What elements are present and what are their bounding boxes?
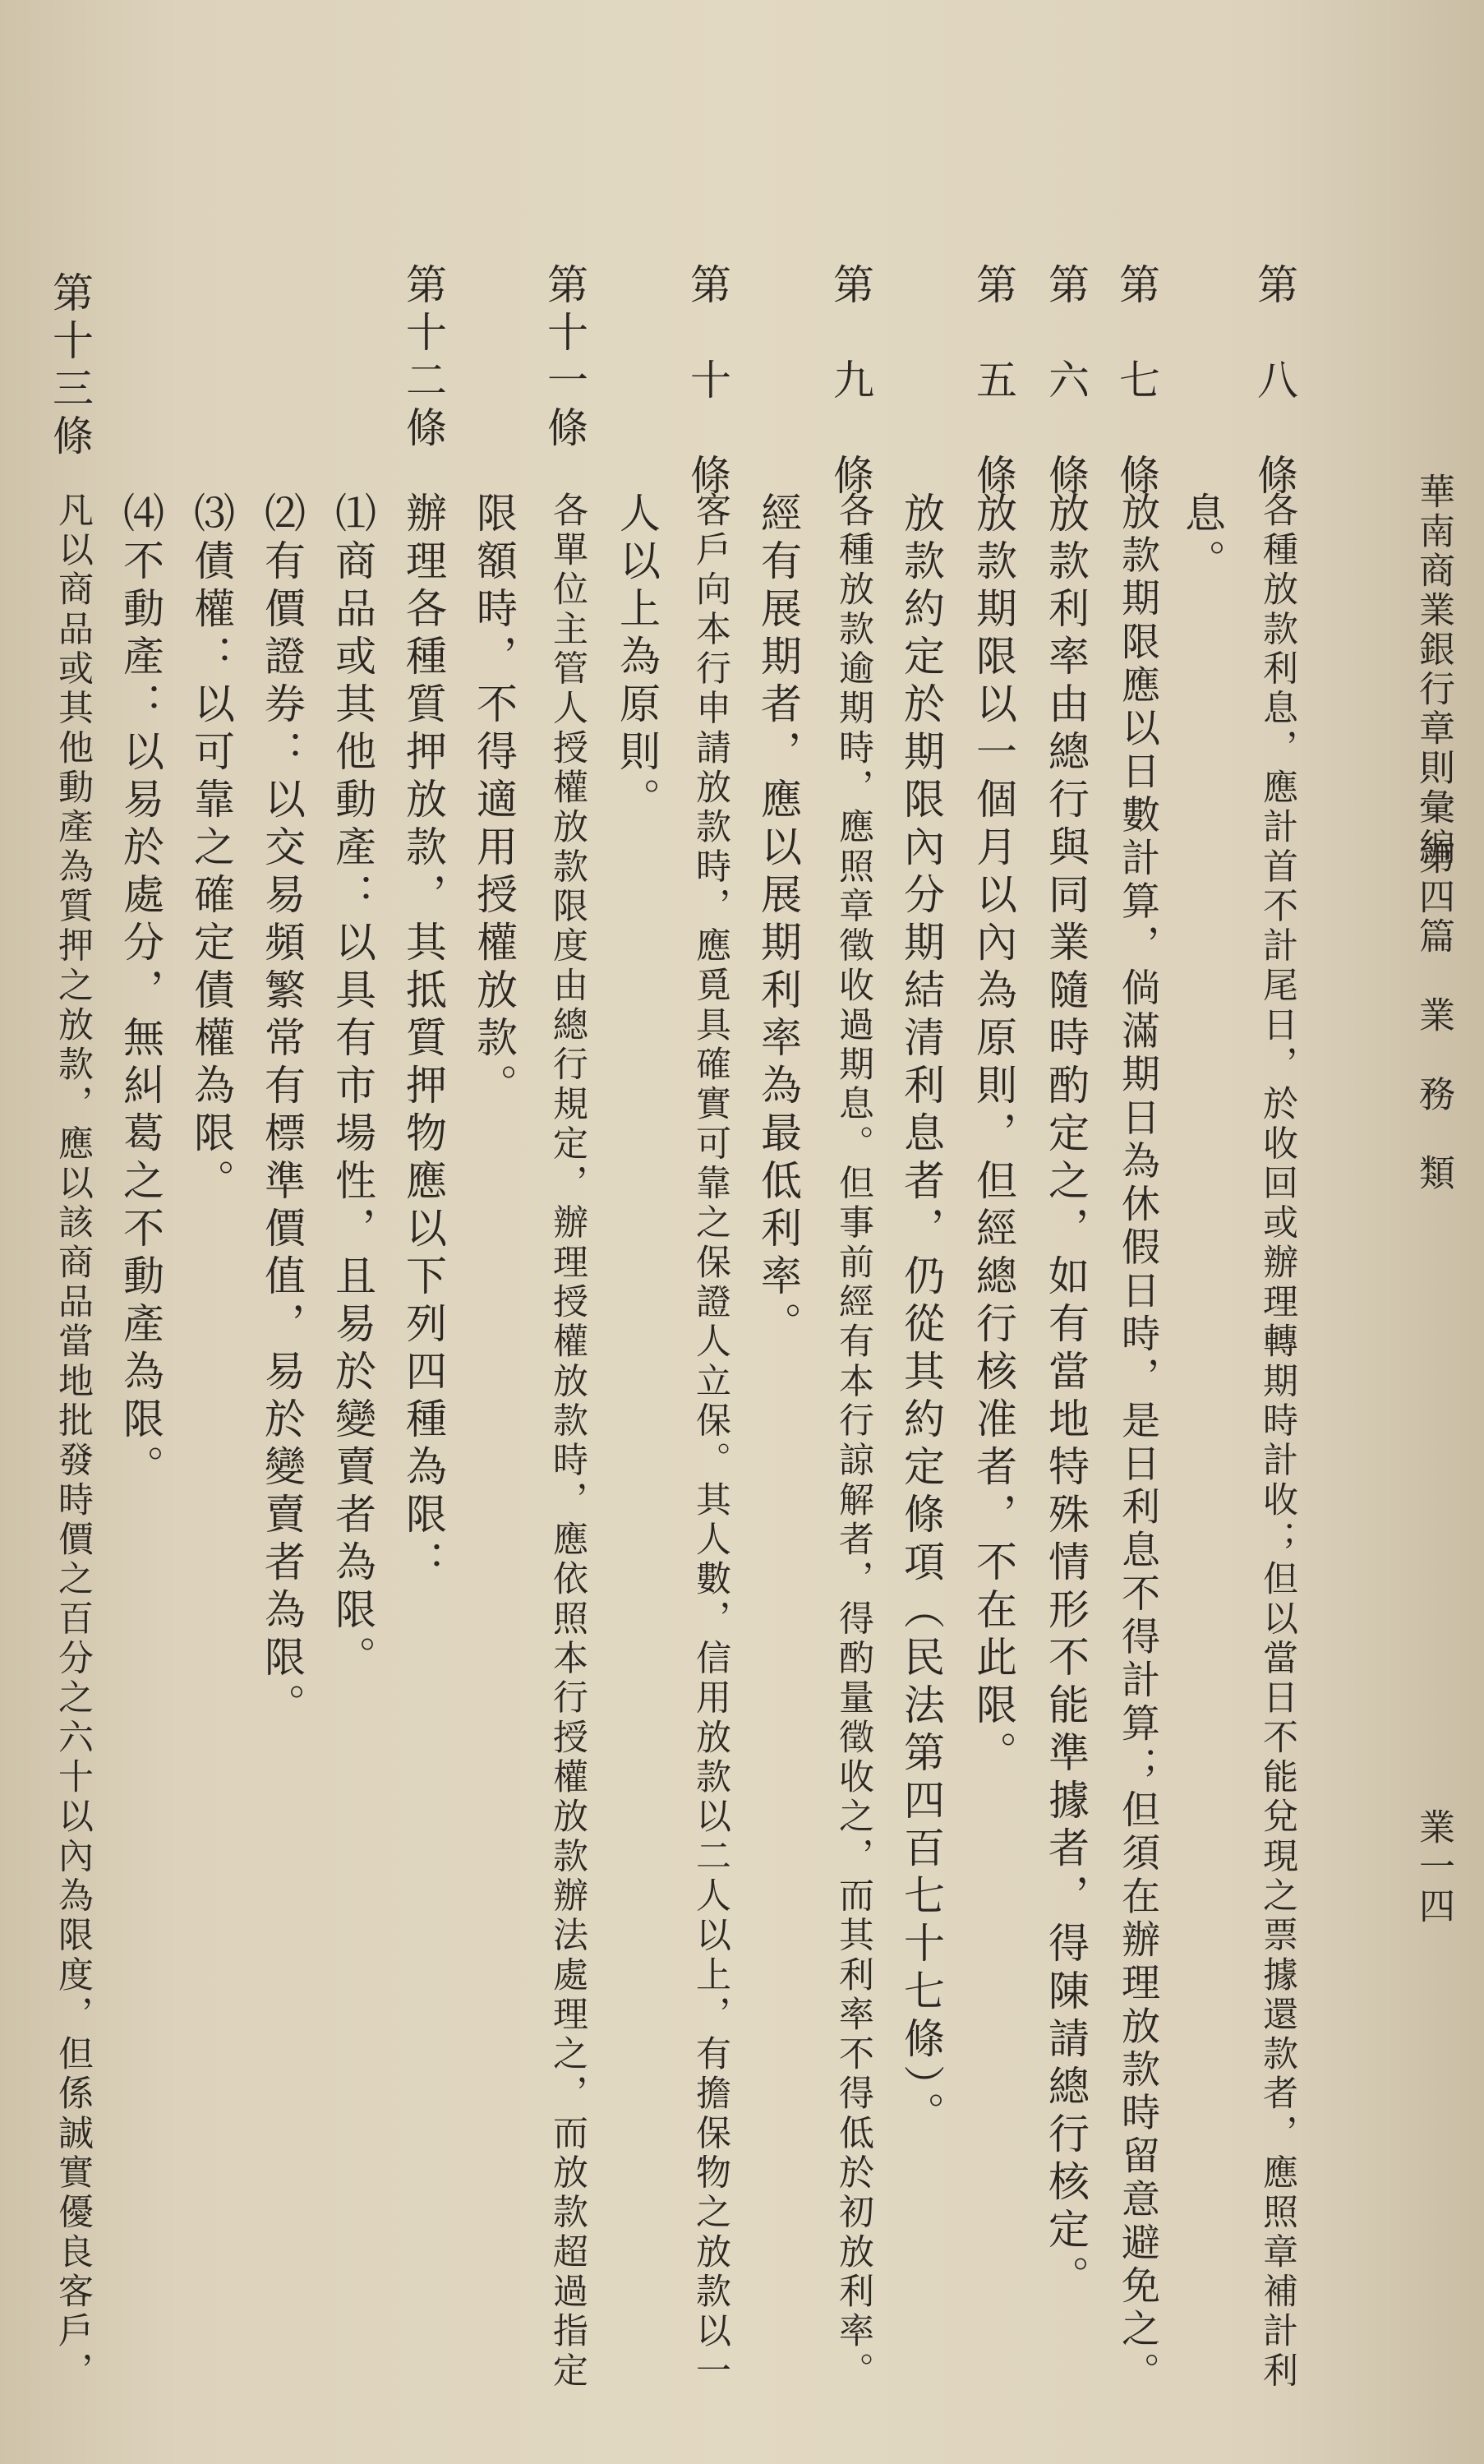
article-5-label: 第 五 條 — [970, 263, 1017, 501]
article-7-line-1: 放款期限應以日數計算，倘滿期日為休假日時，是日利息不得計算；但須在辦理放款時留意避免之。 — [1115, 491, 1160, 2396]
article-8-line-2: 息。 — [1178, 491, 1226, 587]
book-title: 華南商業銀行章則彙編 — [1413, 473, 1454, 867]
article-11-line-1: 各單位主管人授權放款限度由總行規定，辦理授權放款時，應依照本行授權放款辦法處理之，而放款超過指定 — [547, 491, 588, 2392]
article-12-item-4: ⑷不動產：以易於處分，無糾葛之不動產為限。 — [117, 491, 164, 1493]
article-13-line-1: 凡以商品或其他動產為質押之放款，應以該商品當地批發時價之百分之六十以內為限度，但係誠實優良客戶， — [53, 491, 94, 2392]
page-number: 業一四 — [1413, 1808, 1454, 1926]
section-title: 第四篇 業 務 類 — [1413, 838, 1454, 1193]
article-8-line-1: 各種放款利息，應計首不計尾日，於收回或辦理轉期時計收；但以當日不能兌現之票據還款者，應照章補計利 — [1257, 491, 1298, 2392]
article-9-line-1: 各種放款逾期時，應照章徵收過期息。但事前經有本行諒解者，得酌量徵收之，而其利率不得低於初放利率。 — [833, 491, 874, 2392]
article-9-label: 第 九 條 — [827, 263, 874, 501]
article-10-label: 第 十 條 — [684, 263, 731, 501]
article-12-item-1: ⑴商品或其他動產：以具有市場性，且易於變賣者為限。 — [329, 491, 376, 1683]
article-12-item-2: ⑵有價證券：以交易頻繁常有標準價值，易於變賣者為限。 — [258, 491, 306, 1731]
article-11-line-2: 限額時，不得適用授權放款。 — [470, 491, 518, 1111]
article-7-label: 第 七 條 — [1113, 263, 1160, 501]
article-10-line-1: 客戶向本行申請放款時，應覓具確實可靠之保證人立保。其人數，信用放款以二人以上，有擔保物之放款以一 — [690, 491, 731, 2392]
article-5-line-1: 放款期限以一個月以內為原則，但經總行核准者，不在此限。 — [970, 491, 1017, 1779]
article-12-label: 第十二條 — [399, 263, 447, 454]
article-8-label: 第 八 條 — [1251, 263, 1298, 501]
article-9-line-2: 經有展期者，應以展期利率為最低利率。 — [754, 491, 802, 1350]
article-10-line-2: 人以上為原則。 — [613, 491, 661, 825]
article-6-line-1: 放款利率由總行與同業隨時酌定之，如有當地特殊情形不能準據者，得陳請總行核定。 — [1042, 491, 1090, 2303]
article-12-line-1: 辦理各種質押放款，其抵質押物應以下列四種為限： — [399, 491, 447, 1588]
article-6-label: 第 六 條 — [1042, 263, 1090, 501]
article-5-line-2: 放款約定於期限內分期結清利息者，仍從其約定條項（民法第四百七十七條）。 — [897, 491, 945, 2139]
article-11-label: 第十一條 — [541, 263, 588, 454]
article-12-item-3: ⑶債權：以可靠之確定債權為限。 — [187, 491, 235, 1207]
article-13-label: 第十三條 — [46, 271, 94, 462]
